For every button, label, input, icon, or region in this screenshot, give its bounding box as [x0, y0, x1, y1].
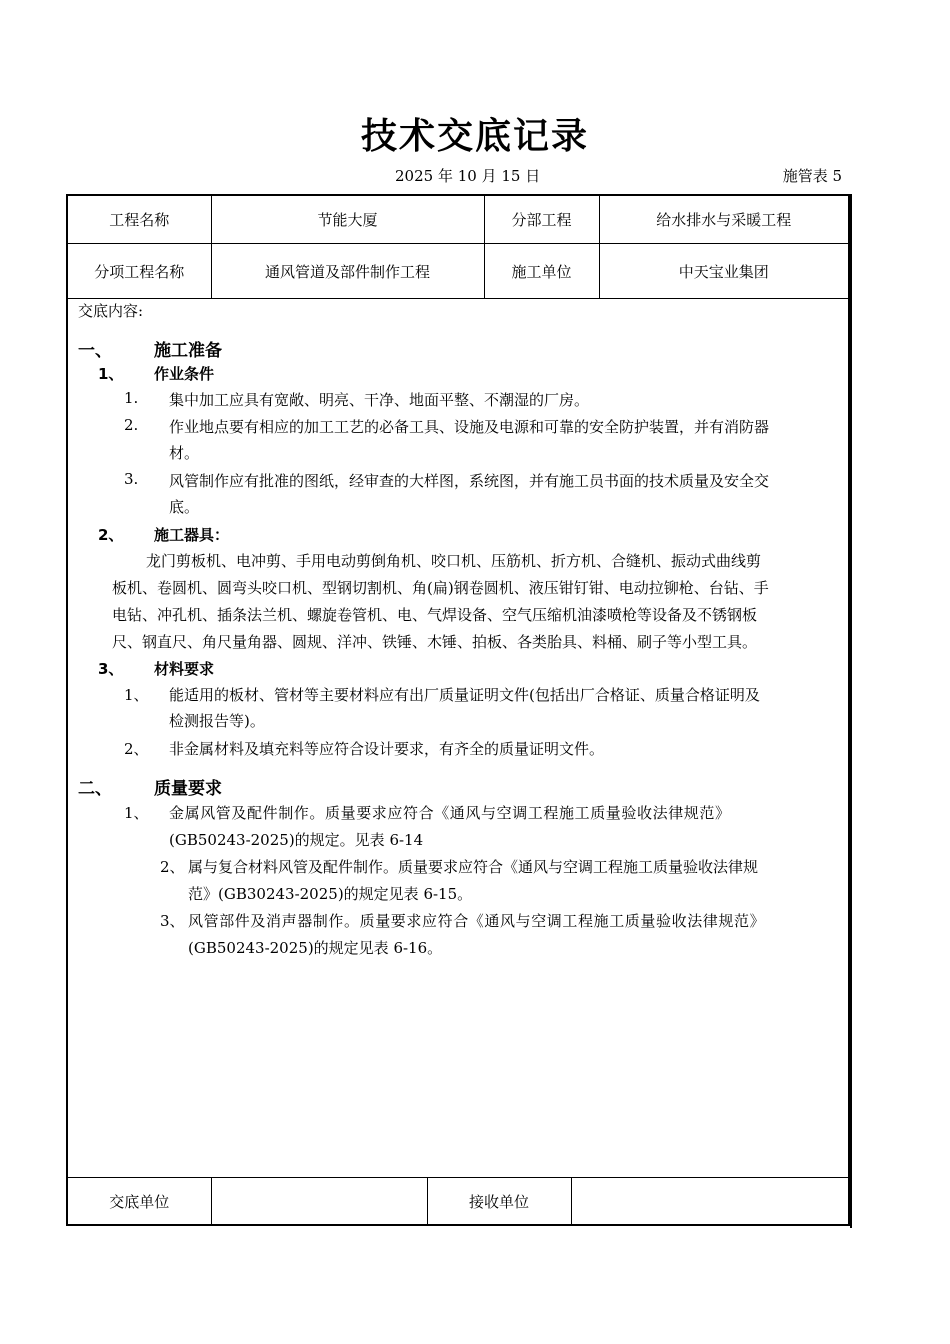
item-text: 金属风管及配件制作。质量要求应符合《通风与空调工程施工质量验收法律规范》: [169, 804, 731, 822]
item-text-cont: (GB50243-2025)的规定。见表 6-14: [169, 831, 424, 849]
tools-text: 电钻、冲孔机、插条法兰机、螺旋卷管机、电、气焊设备、空气压缩机油漆喷枪等设备及不锈钢板: [112, 606, 758, 624]
subitem-value: 通风管道及部件制作工程: [211, 244, 484, 299]
item-text: 集中加工应具有宽敞、明亮、干净、地面平整、不潮湿的厂房。: [169, 391, 590, 409]
content-intro: 交底内容:: [78, 302, 144, 320]
subsection-1-3-number: 3、: [98, 660, 124, 678]
item-text-cont: 底。: [169, 498, 200, 516]
tools-text: 板机、卷圆机、圆弯头咬口机、型钢切割机、角(扁)钢卷圆机、液压钳钉钳、电动拉铆枪、台钻、手: [112, 579, 769, 597]
project-name-label: 工程名称: [68, 196, 211, 244]
subsection-1-2-number: 2、: [98, 526, 124, 544]
item-number: 1.: [124, 389, 139, 407]
item-text: 能适用的板材、管材等主要材料应有出厂质量证明文件(包括出厂合格证、质量合格证明及: [169, 686, 760, 704]
item-text-cont: 检测报告等)。: [169, 712, 265, 730]
contractor-value: 中天宝业集团: [599, 244, 848, 299]
item-text-cont: 材。: [169, 444, 200, 462]
item-text-cont: 范》(GB30243-2025)的规定见表 6-15。: [188, 885, 473, 903]
section-2-number: 二、: [78, 779, 112, 799]
contractor-label: 施工单位: [484, 244, 599, 299]
item-number: 2、: [124, 740, 149, 758]
item-number: 2.: [124, 416, 139, 434]
subsection-1-2-title: 施工器具：: [154, 526, 230, 544]
page-title: 技术交底记录: [360, 116, 589, 157]
item-text: 作业地点要有相应的加工工艺的必备工具、设施及电源和可靠的安全防护装置，并有消防器: [169, 418, 770, 436]
header-table: [68, 196, 848, 299]
tools-text: 尺、钢直尺、角尺量角器、圆规、洋冲、铁锤、木锤、拍板、各类胎具、料桶、刷子等小型工具。: [112, 633, 758, 651]
section-2-title: 质量要求: [154, 779, 222, 799]
subsection-1-3-title: 材料要求: [154, 660, 215, 678]
project-name-value: 节能大厦: [211, 196, 484, 244]
subsection-1-1-title: 作业条件: [154, 365, 215, 383]
record-date: 2025 年 10 月 15 日: [395, 167, 541, 185]
item-text: 属与复合材料风管及配件制作。质量要求应符合《通风与空调工程施工质量验收法律规: [188, 858, 759, 876]
section-1-title: 施工准备: [154, 341, 222, 361]
receiver-field[interactable]: [571, 1178, 848, 1225]
giver-label: 交底单位: [68, 1178, 211, 1225]
division-label: 分部工程: [484, 196, 599, 244]
signature-table: [68, 1177, 848, 1224]
item-number: 1、: [124, 804, 149, 822]
item-text-cont: (GB50243-2025)的规定见表 6-16。: [188, 939, 443, 957]
item-text: 风管部件及消声器制作。质量要求应符合《通风与空调工程施工质量验收法律规范》: [188, 912, 766, 930]
item-number: 3、: [160, 912, 185, 930]
receiver-label: 接收单位: [427, 1178, 571, 1225]
item-text: 非金属材料及填充料等应符合设计要求，有齐全的质量证明文件。: [169, 740, 605, 758]
record-form: [66, 194, 850, 1226]
subsection-1-1-number: 1、: [98, 365, 124, 383]
item-number: 1、: [124, 686, 149, 704]
tools-text: 龙门剪板机、电冲剪、手用电动剪倒角机、咬口机、压筋机、折方机、合缝机、振动式曲线剪: [146, 552, 762, 570]
form-number: 施管表 5: [782, 167, 842, 185]
subitem-label: 分项工程名称: [68, 244, 211, 299]
division-value: 给水排水与采暖工程: [599, 196, 848, 244]
giver-field[interactable]: [211, 1178, 427, 1225]
item-text: 风管制作应有批准的图纸，经审查的大样图，系统图，并有施工员书面的技术质量及安全交: [169, 472, 770, 490]
item-number: 3.: [124, 470, 139, 488]
section-1-number: 一、: [78, 341, 112, 361]
item-number: 2、: [160, 858, 185, 876]
